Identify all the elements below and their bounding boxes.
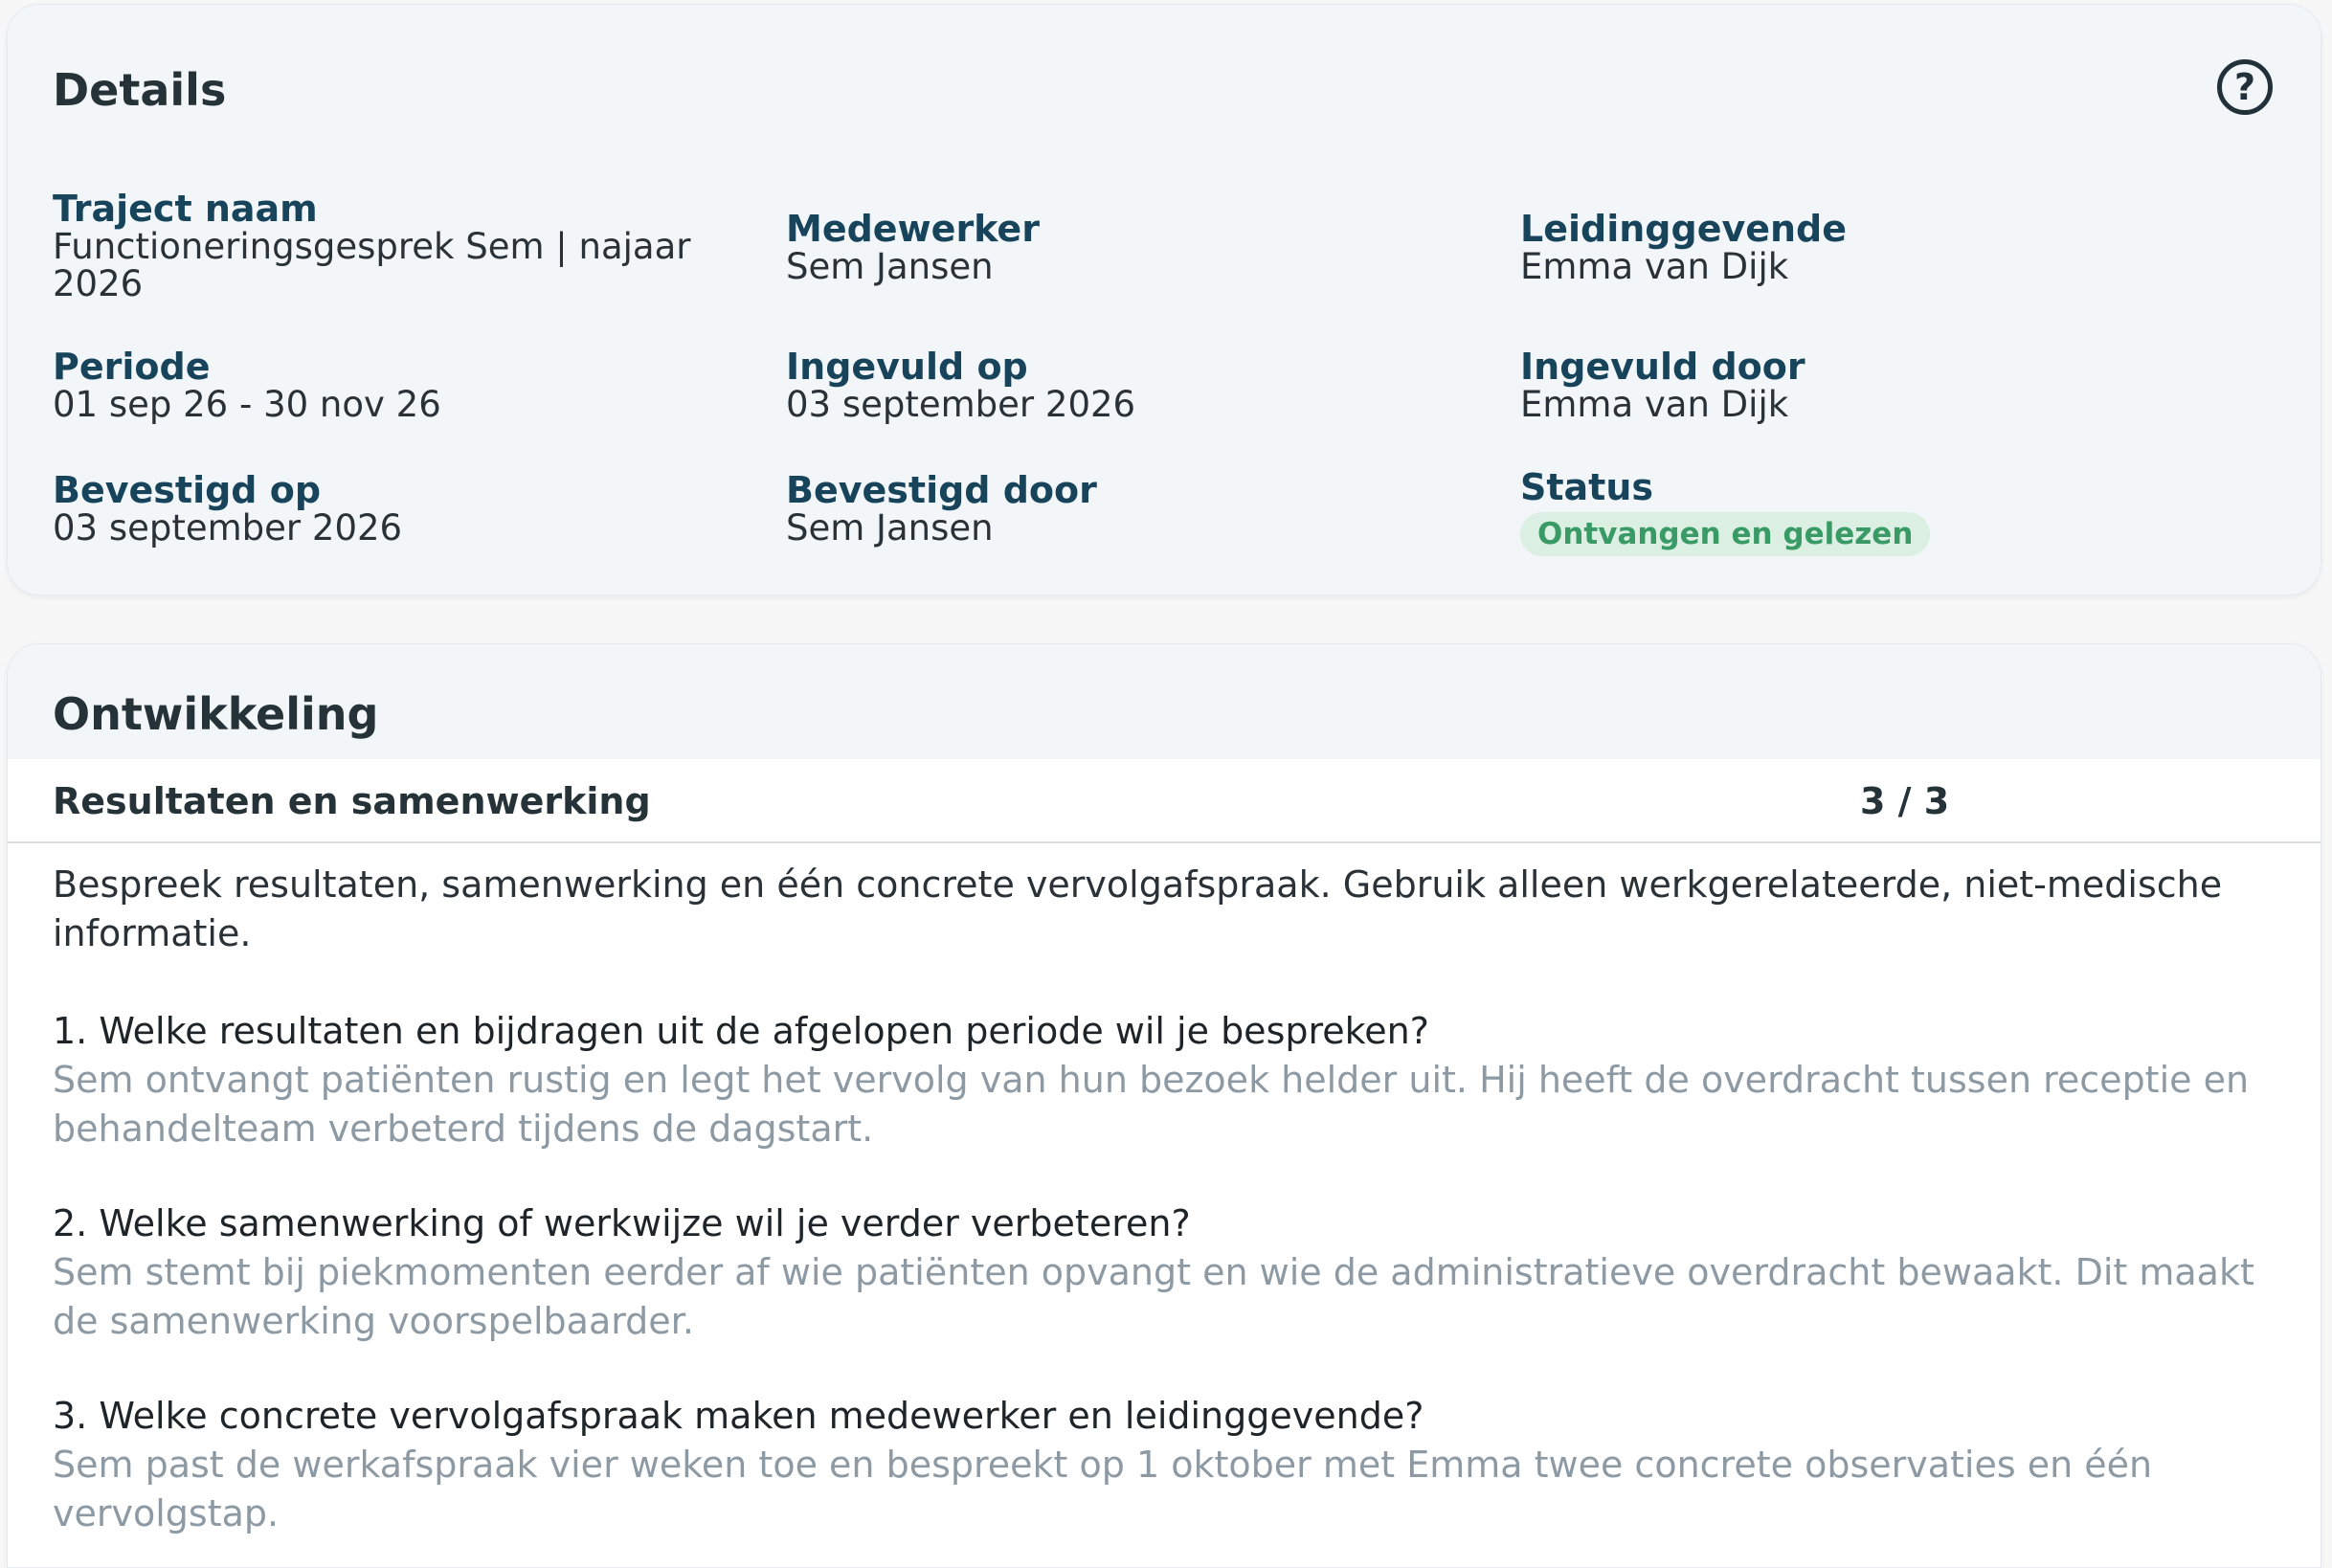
section-header: [8, 759, 2321, 843]
detail-label: Leidinggevende: [1520, 208, 1848, 250]
qa-item: [53, 1007, 2293, 1154]
section-count: 3 / 3: [1860, 780, 1950, 822]
detail-label: Periode: [53, 346, 211, 388]
status-badge: Ontvangen en gelezen: [1520, 512, 1930, 556]
detail-label: Bevestigd op: [53, 469, 322, 511]
details-card: [7, 4, 2321, 595]
details-title: Details: [53, 64, 227, 116]
question-text: 3. Welke concrete vervolgafspraak maken medewerker en leidinggevende?: [53, 1395, 1424, 1437]
ontwikkeling-card: [7, 643, 2321, 1568]
section-title: Resultaten en samenwerking: [53, 780, 651, 822]
detail-label: Traject naam: [53, 188, 318, 230]
qa-item: [53, 1199, 2293, 1346]
detail-label: Medewerker: [786, 208, 1040, 250]
detail-ingevuld-door: [1520, 347, 2209, 423]
detail-status: [1520, 468, 2209, 556]
detail-value: 03 september 2026: [53, 507, 403, 549]
detail-value: 03 september 2026: [786, 384, 1136, 425]
detail-value: Sem Jansen: [786, 246, 994, 287]
detail-ingevuld-op: [786, 347, 1475, 423]
question-text: 1. Welke resultaten en bijdragen uit de afgelopen periode wil je bespreken?: [53, 1010, 1429, 1052]
detail-bevestigd-door: [786, 471, 1475, 547]
help-circle-icon[interactable]: ?: [2217, 59, 2273, 115]
detail-value: Emma van Dijk: [1520, 246, 1789, 287]
detail-label: Status: [1520, 466, 1654, 508]
intro-text: Bespreek resultaten, samenwerking en één concrete vervolgafspraak. Gebruik alleen werkgerelateerde, niet-medische informatie.: [53, 863, 2223, 954]
detail-medewerker: [786, 210, 1475, 285]
detail-bevestigd-op: [53, 471, 742, 547]
answer-text: Sem past de werkafspraak vier weken toe en bespreekt op 1 oktober met Emma twee concrete observaties en één vervolgstap.: [53, 1444, 2153, 1534]
detail-value: Sem Jansen: [786, 507, 994, 549]
section-content: [53, 861, 2293, 1568]
detail-label: Ingevuld op: [786, 346, 1028, 388]
detail-label: Bevestigd door: [786, 469, 1097, 511]
detail-value: 01 sep 26 - 30 nov 26: [53, 384, 441, 425]
detail-traject-naam: [53, 190, 742, 302]
detail-label: Ingevuld door: [1520, 346, 1805, 388]
qa-item: [53, 1392, 2293, 1538]
detail-periode: [53, 347, 742, 423]
answer-text: Sem stemt bij piekmomenten eerder af wie patiënten opvangt en wie de administratieve overdracht bewaakt. Dit maakt de samenwerking voorspelbaarder.: [53, 1251, 2254, 1342]
ontwikkeling-body: [8, 759, 2321, 1568]
ontwikkeling-title: Ontwikkeling: [53, 688, 379, 740]
question-text: 2. Welke samenwerking of werkwijze wil je verder verbeteren?: [53, 1202, 1191, 1244]
detail-leidinggevende: [1520, 210, 2209, 285]
detail-value: Emma van Dijk: [1520, 384, 1789, 425]
detail-value: Functioneringsgesprek Sem | najaar 2026: [53, 226, 691, 304]
answer-text: Sem ontvangt patiënten rustig en legt het vervolg van hun bezoek helder uit. Hij heeft de overdracht tussen receptie en behandelteam verbeterd tijdens de dagstart.: [53, 1059, 2250, 1150]
